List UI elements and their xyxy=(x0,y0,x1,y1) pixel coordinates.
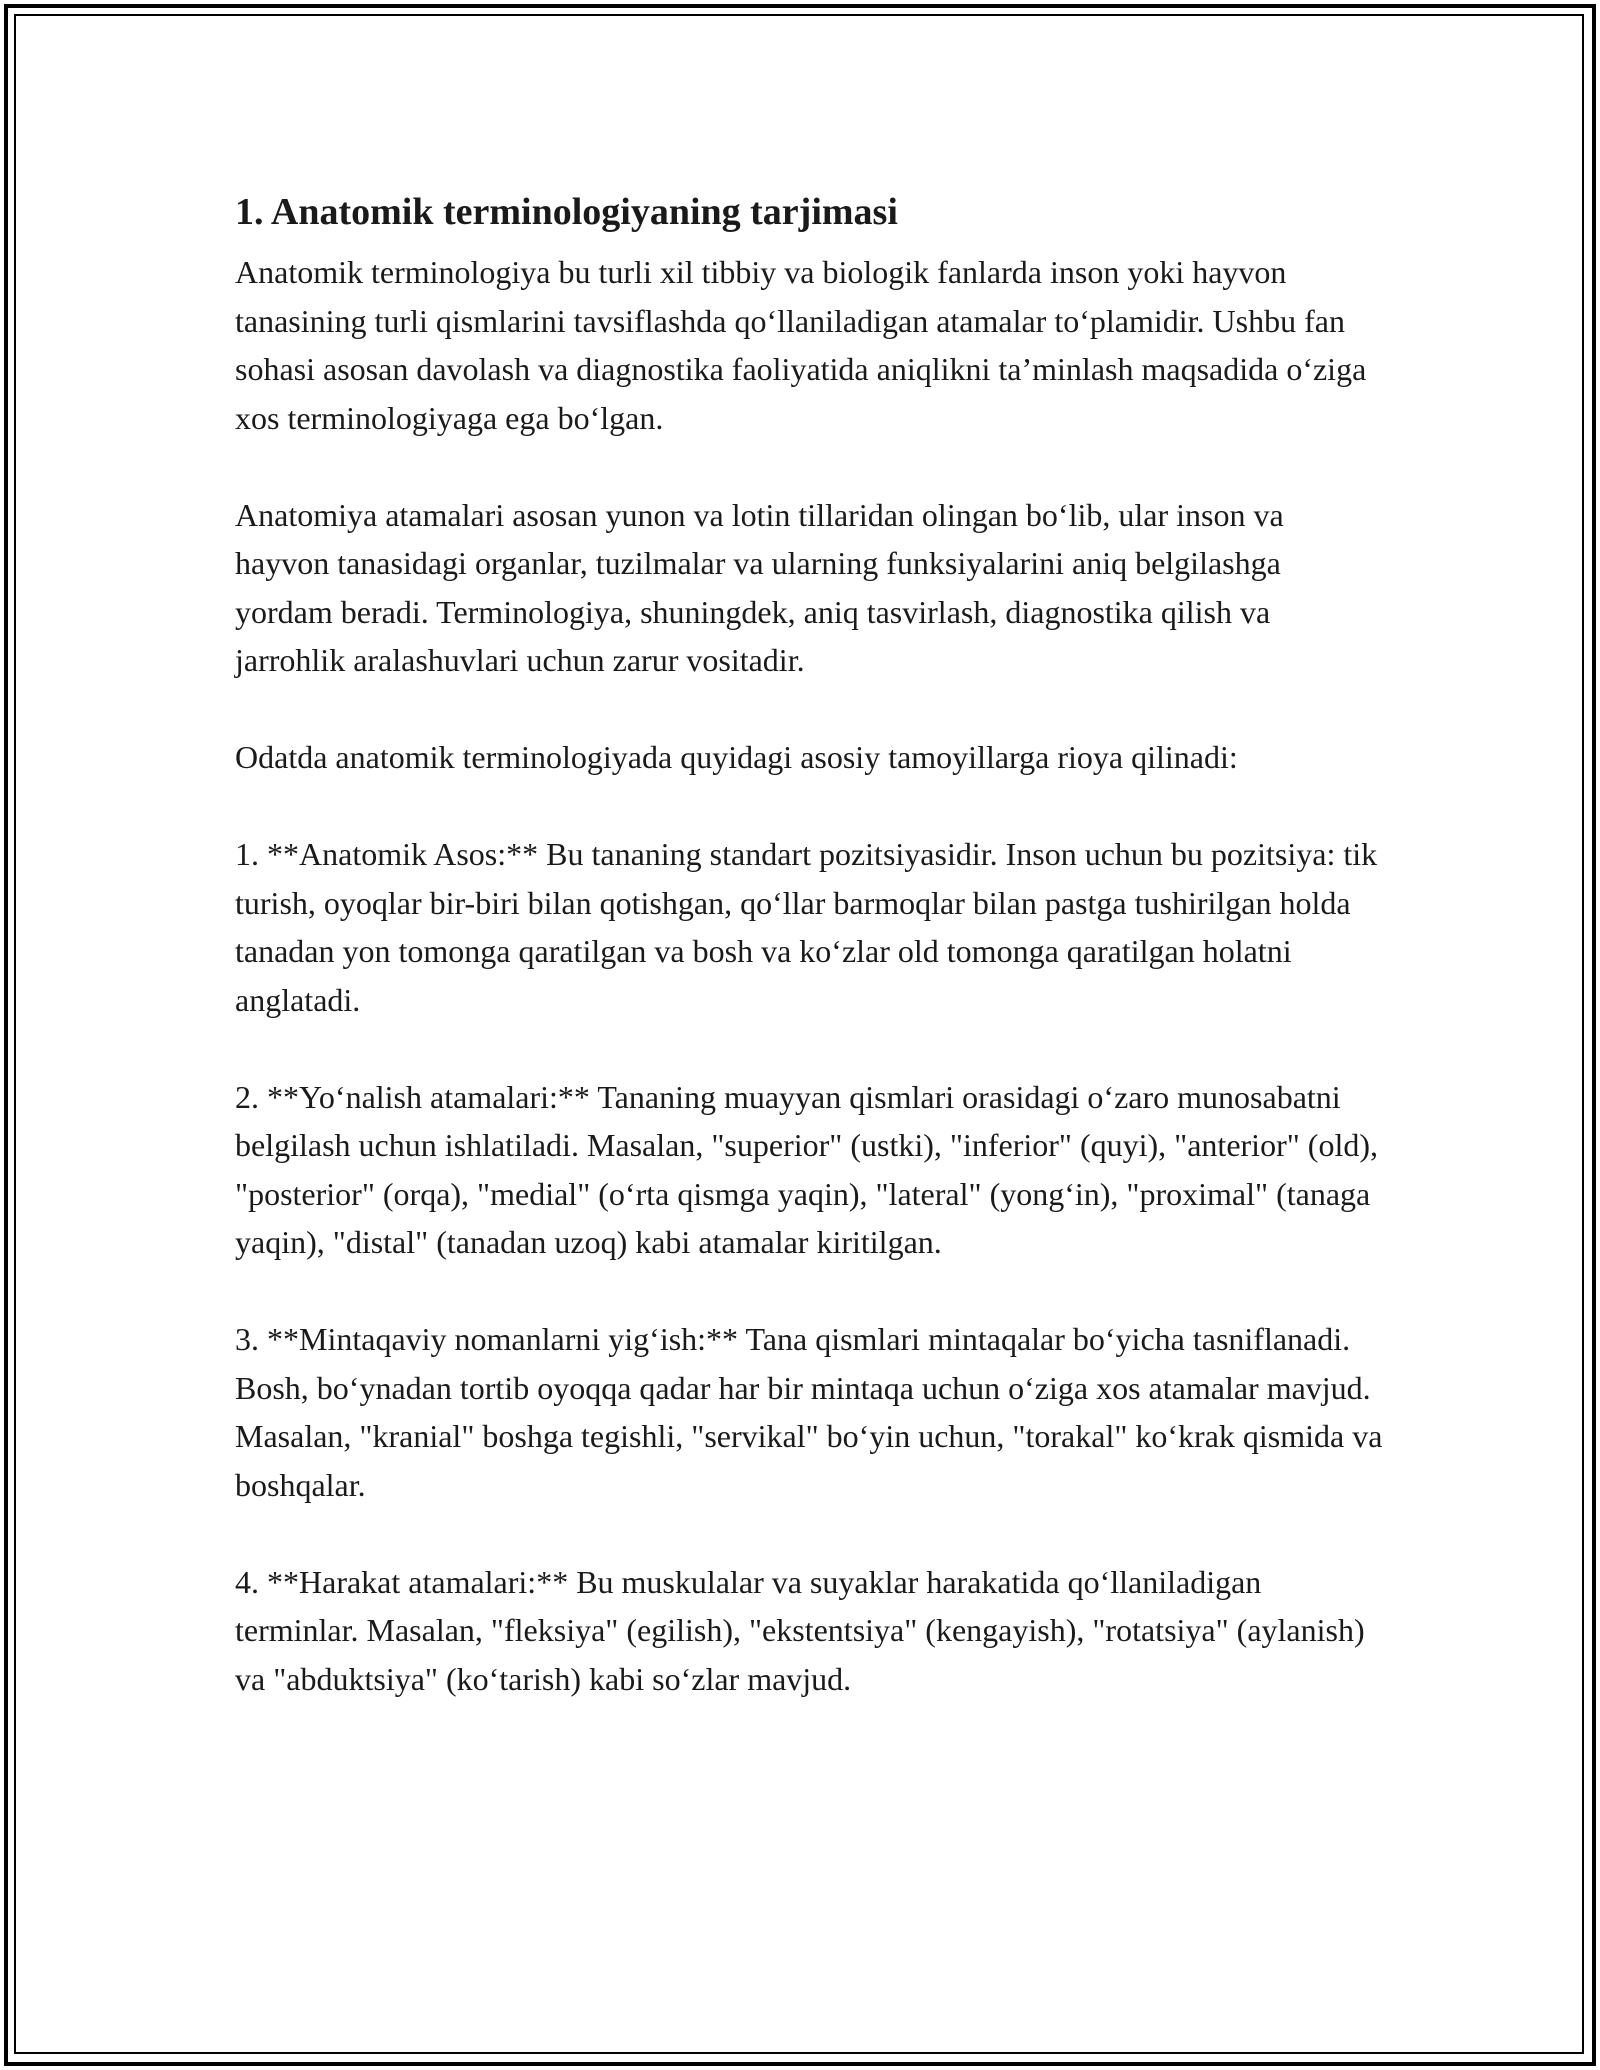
document-body xyxy=(235,180,1385,1752)
section-heading: 1. Anatomik terminologiyaning tarjimasi xyxy=(235,191,898,233)
principles-intro-paragraph: Odatda anatomik terminologiyada quyidagi asosiy tamoyillarga rioya qilinadi: xyxy=(235,739,1238,775)
intro-paragraph: Anatomik terminologiya bu turli xil tibbiy va biologik fanlarda inson yoki hayvon tanasining turli qismlarini tavsiflashda qo‘llaniladigan atamalar to‘plamidir. Ushbu fan sohasi asosan davolash va diagnostika faoliyatida aniqlikni ta’minlash maqsadida o‘ziga xos terminologiyaga ega bo‘lgan. xyxy=(235,254,1367,436)
list-item-anatomical-position: 1. **Anatomik Asos:** Bu tananing standart pozitsiyasidir. Inson uchun bu pozitsiya: tik turish, oyoqlar bir-biri bilan qotishgan, qo‘llar barmoqlar bilan pastga tushirilgan holda tanadan yon tomonga qaratilgan va bosh va ko‘zlar old tomonga qaratilgan holatni anglatadi. xyxy=(235,836,1378,1018)
list-item-regional-terms: 3. **Mintaqaviy nomanlarni yig‘ish:** Tana qismlari mintaqalar bo‘yicha tasniflanadi. Bosh, bo‘ynadan tortib oyoqqa qadar har bir mintaqa uchun o‘ziga xos atamalar mavjud. Masalan, "kranial" boshga tegishli, "servikal" bo‘yin uchun, "torakal" ko‘krak qismida va boshqalar. xyxy=(235,1321,1383,1503)
list-item-directional-terms: 2. **Yo‘nalish atamalari:** Tananing muayyan qismlari orasidagi o‘zaro munosabatni belgilash uchun ishlatiladi. Masalan, "superior" (ustki), "inferior" (quyi), "anterior" (old), "posterior" (orqa), "medial" (o‘rta qismga yaqin), "lateral" (yong‘in), "proximal" (tanaga yaqin), "distal" (tanadan uzoq) kabi atamalar kiritilgan. xyxy=(235,1078,1378,1260)
origin-paragraph: Anatomiya atamalari asosan yunon va lotin tillaridan olingan bo‘lib, ular inson va hayvon tanasidagi organlar, tuzilmalar va ularning funksiyalarini aniq belgilashga yordam beradi. Terminologiya, shuningdek, aniq tasvirlash, diagnostika qilish va jarrohlik aralashuvlari uchun zarur vositadir. xyxy=(235,496,1284,678)
list-item-movement-terms: 4. **Harakat atamalari:** Bu muskulalar va suyaklar harakatida qo‘llaniladigan terminlar. Masalan, "fleksiya" (egilish), "ekstentsiya" (kengayish), "rotatsiya" (aylanish) va "abduktsiya" (ko‘tarish) kabi so‘zlar mavjud. xyxy=(235,1563,1365,1697)
